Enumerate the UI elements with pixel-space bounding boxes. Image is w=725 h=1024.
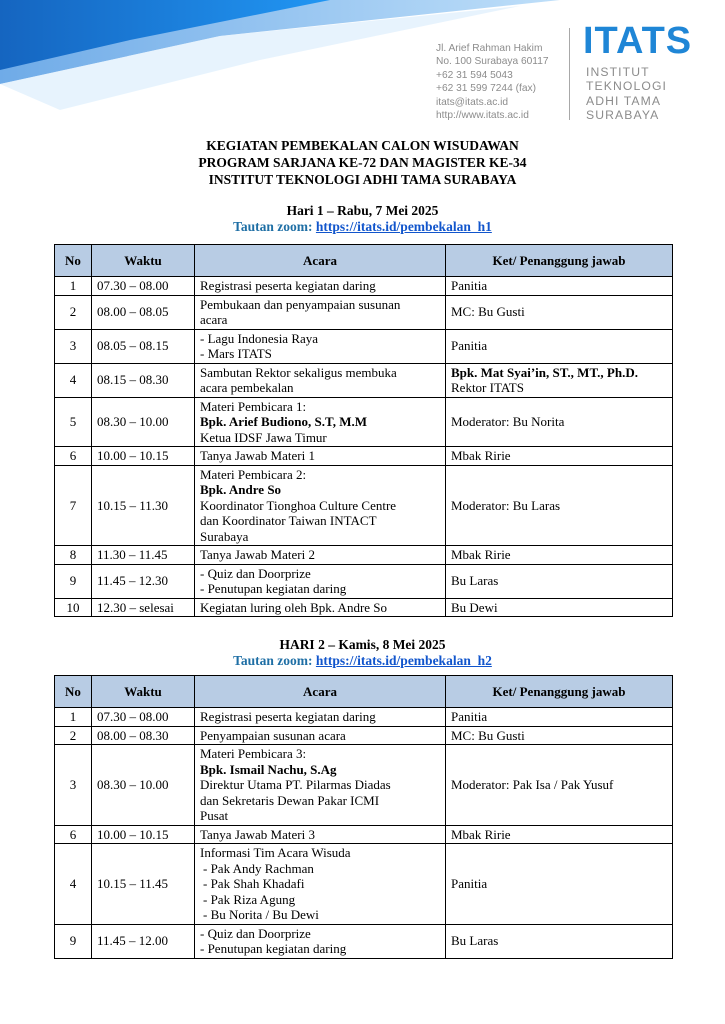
acara-line: Penyampaian susunan acara	[200, 727, 346, 743]
day1-zoom	[0, 219, 725, 235]
website-line[interactable]: http://www.itats.ac.id	[436, 110, 529, 122]
ket-line: MC: Bu Gusti	[451, 727, 525, 743]
ket-line: Mbak Ririe	[451, 547, 511, 562]
cell-acara	[195, 726, 446, 745]
ket-line: Bu Laras	[451, 933, 499, 949]
acara-line: acara pembekalan	[200, 380, 294, 395]
cell-time: 08.30 – 10.00	[92, 745, 195, 826]
cell-no: 6	[55, 825, 92, 844]
cell-time: 07.30 – 08.00	[92, 708, 195, 727]
cell-acara	[195, 329, 446, 363]
cell-time: 11.45 – 12.30	[92, 564, 195, 598]
acara-subitem: - Bu Norita / Bu Dewi	[203, 907, 319, 922]
itats-logo: ITATS	[583, 20, 693, 62]
acara-line: Pembukaan dan penyampaian susunan	[200, 296, 401, 312]
acara-subitem: - Pak Riza Agung	[203, 891, 296, 907]
acara-line: Kegiatan luring oleh Bpk. Andre So	[200, 599, 388, 615]
acara-line: Direktur Utama PT. Pilarmas Diadas	[200, 777, 391, 792]
acara-line: Sambutan Rektor sekaligus membuka	[200, 364, 397, 380]
col-no: No	[55, 245, 92, 277]
ket-line: Panitia	[451, 278, 488, 293]
day1-zoom-link[interactable]: https://itats.id/pembekalan_h1	[315, 219, 492, 234]
acara-line: - Penutupan kegiatan daring	[200, 581, 347, 596]
acara-line: - Quiz dan Doorprize	[200, 565, 311, 581]
cell-ket	[446, 447, 673, 466]
acara-line: Informasi Tim Acara Wisuda	[200, 845, 351, 860]
cell-ket	[446, 277, 673, 296]
header-divider	[569, 28, 570, 120]
acara-line: Tanya Jawab Materi 1	[200, 448, 315, 463]
institution-line: ADHI TAMA	[586, 93, 662, 108]
day1-schedule-table	[54, 244, 673, 617]
address-line: No. 100 Surabaya 60117	[436, 56, 549, 68]
cell-time: 11.45 – 12.00	[92, 924, 195, 958]
day2-schedule-table	[54, 675, 673, 959]
acara-line: Materi Pembicara 3:	[200, 746, 307, 761]
cell-time: 08.00 – 08.05	[92, 295, 195, 329]
cell-ket	[446, 363, 673, 397]
cell-ket	[446, 397, 673, 447]
acara-line: Pusat	[200, 808, 229, 823]
cell-ket	[446, 329, 673, 363]
cell-acara	[195, 924, 446, 958]
ket-line: Bu Dewi	[451, 599, 498, 615]
ket-line: Moderator: Bu Norita	[451, 414, 565, 429]
acara-subitem: - Pak Andy Rachman	[203, 860, 314, 876]
cell-ket	[446, 465, 673, 546]
cell-ket	[446, 708, 673, 727]
cell-ket	[446, 598, 673, 617]
table-row	[55, 546, 673, 565]
day1-header	[0, 203, 725, 235]
title-line: INSTITUT TEKNOLOGI ADHI TAMA SURABAYA	[208, 172, 517, 187]
table-row	[55, 447, 673, 466]
zoom-label: Tautan zoom:	[233, 219, 316, 234]
col-ket: Ket/ Penanggung jawab	[446, 676, 673, 708]
institution-name	[586, 65, 667, 122]
cell-ket	[446, 745, 673, 826]
address-line: Jl. Arief Rahman Hakim	[436, 43, 543, 54]
cell-no: 9	[55, 924, 92, 958]
cell-no: 4	[55, 844, 92, 925]
institution-line: SURABAYA	[586, 107, 660, 122]
cell-no: 3	[55, 329, 92, 363]
acara-line: dan Koordinator Taiwan INTACT	[200, 513, 377, 528]
fax-line: +62 31 599 7244 (fax)	[436, 83, 536, 95]
ket-line: Panitia	[451, 876, 488, 891]
cell-time: 07.30 – 08.00	[92, 277, 195, 296]
acara-line: Materi Pembicara 1:	[200, 398, 307, 414]
cell-time: 08.00 – 08.30	[92, 726, 195, 745]
table-row	[55, 708, 673, 727]
acara-subitem: - Pak Shah Khadafi	[203, 876, 305, 891]
cell-no: 9	[55, 564, 92, 598]
cell-no: 1	[55, 277, 92, 296]
cell-time: 08.30 – 10.00	[92, 397, 195, 447]
cell-no: 4	[55, 363, 92, 397]
cell-acara	[195, 397, 446, 447]
cell-acara	[195, 598, 446, 617]
table-row	[55, 329, 673, 363]
cell-time: 08.05 – 08.15	[92, 329, 195, 363]
table-row	[55, 745, 673, 826]
cell-no: 10	[55, 598, 92, 617]
cell-acara	[195, 844, 446, 925]
table-row	[55, 924, 673, 958]
day1-rows	[55, 277, 673, 617]
cell-acara	[195, 745, 446, 826]
cell-ket	[446, 924, 673, 958]
cell-ket	[446, 564, 673, 598]
acara-line: Surabaya	[200, 528, 249, 544]
cell-ket	[446, 844, 673, 925]
table-row	[55, 277, 673, 296]
day2-zoom-link[interactable]: https://itats.id/pembekalan_h2	[315, 653, 492, 668]
cell-no: 8	[55, 546, 92, 565]
cell-time: 08.15 – 08.30	[92, 363, 195, 397]
table-row	[55, 295, 673, 329]
cell-ket	[446, 825, 673, 844]
address-block	[436, 42, 576, 122]
institution-line: TEKNOLOGI	[586, 79, 668, 94]
cell-no: 5	[55, 397, 92, 447]
ket-line: Moderator: Pak Isa / Pak Yusuf	[451, 777, 614, 792]
table-row	[55, 726, 673, 745]
acara-line: Registrasi peserta kegiatan daring	[200, 709, 376, 724]
cell-no: 6	[55, 447, 92, 466]
acara-line: acara	[200, 312, 228, 327]
speaker-name: Bpk. Andre So	[200, 482, 282, 497]
ket-line: Mbak Ririe	[451, 826, 511, 842]
email-line[interactable]: itats@itats.ac.id	[436, 96, 509, 108]
cell-ket	[446, 295, 673, 329]
cell-acara	[195, 825, 446, 844]
zoom-label: Tautan zoom:	[233, 653, 316, 668]
col-ket: Ket/ Penanggung jawab	[446, 245, 673, 277]
ket-line: Moderator: Bu Laras	[451, 497, 561, 513]
acara-line: dan Sekretaris Dewan Pakar ICMI	[200, 792, 380, 808]
cell-time: 12.30 – selesai	[92, 598, 195, 617]
acara-line: - Penutupan kegiatan daring	[200, 941, 347, 956]
table-row	[55, 825, 673, 844]
cell-acara	[195, 295, 446, 329]
ket-line: Rektor ITATS	[451, 380, 524, 395]
cell-acara	[195, 708, 446, 727]
acara-line: - Lagu Indonesia Raya	[200, 330, 319, 346]
acara-line: Materi Pembicara 2:	[200, 466, 307, 482]
ket-line: MC: Bu Gusti	[451, 304, 525, 320]
cell-acara	[195, 363, 446, 397]
table-row	[55, 397, 673, 447]
acara-line: Ketua IDSF Jawa Timur	[200, 429, 327, 445]
speaker-name: Bpk. Ismail Nachu, S.Ag	[200, 761, 337, 777]
table-row	[55, 465, 673, 546]
ket-line: Panitia	[451, 709, 488, 724]
day1-heading: Hari 1 – Rabu, 7 Mei 2025	[286, 203, 439, 218]
cell-acara	[195, 546, 446, 565]
ket-line: Mbak Ririe	[451, 448, 511, 463]
table-row	[55, 363, 673, 397]
col-waktu: Waktu	[92, 676, 195, 708]
ket-line: Panitia	[451, 338, 488, 354]
day2-zoom	[0, 653, 725, 669]
cell-no: 3	[55, 745, 92, 826]
cell-no: 1	[55, 708, 92, 727]
cell-acara	[195, 564, 446, 598]
col-acara: Acara	[195, 245, 446, 277]
cell-time: 10.00 – 10.15	[92, 447, 195, 466]
cell-time: 10.15 – 11.30	[92, 465, 195, 546]
table-row	[55, 598, 673, 617]
day2-header	[0, 637, 725, 669]
ket-line: Bu Laras	[451, 573, 499, 589]
acara-line: - Quiz dan Doorprize	[200, 925, 311, 941]
day2-heading: HARI 2 – Kamis, 8 Mei 2025	[279, 637, 446, 652]
acara-line: - Mars ITATS	[200, 346, 272, 361]
cell-ket	[446, 726, 673, 745]
cell-no: 2	[55, 726, 92, 745]
ket-bold: Bpk. Mat Syai’in, ST., MT., Ph.D.	[451, 364, 638, 380]
cell-time: 10.00 – 10.15	[92, 825, 195, 844]
title-line: PROGRAM SARJANA KE-72 DAN MAGISTER KE-34	[198, 155, 527, 170]
document-title	[0, 137, 725, 188]
day2-rows	[55, 708, 673, 959]
institution-line: INSTITUT	[586, 65, 650, 79]
col-no: No	[55, 676, 92, 708]
col-waktu: Waktu	[92, 245, 195, 277]
cell-acara	[195, 465, 446, 546]
cell-no: 2	[55, 295, 92, 329]
phone-line: +62 31 594 5043	[436, 69, 513, 81]
acara-line: Koordinator Tionghoa Culture Centre	[200, 497, 397, 513]
table-row	[55, 564, 673, 598]
cell-acara	[195, 447, 446, 466]
cell-time: 10.15 – 11.45	[92, 844, 195, 925]
cell-ket	[446, 546, 673, 565]
col-acara: Acara	[195, 676, 446, 708]
table-header-row	[55, 245, 673, 277]
cell-time: 11.30 – 11.45	[92, 546, 195, 565]
acara-line: Registrasi peserta kegiatan daring	[200, 278, 376, 293]
title-line: KEGIATAN PEMBEKALAN CALON WISUDAWAN	[206, 138, 519, 153]
acara-line: Tanya Jawab Materi 3	[200, 826, 315, 842]
speaker-name: Bpk. Arief Budiono, S.T, M.M	[200, 414, 367, 429]
acara-line: Tanya Jawab Materi 2	[200, 547, 315, 562]
table-header-row	[55, 676, 673, 708]
cell-acara	[195, 277, 446, 296]
cell-no: 7	[55, 465, 92, 546]
table-row	[55, 844, 673, 925]
